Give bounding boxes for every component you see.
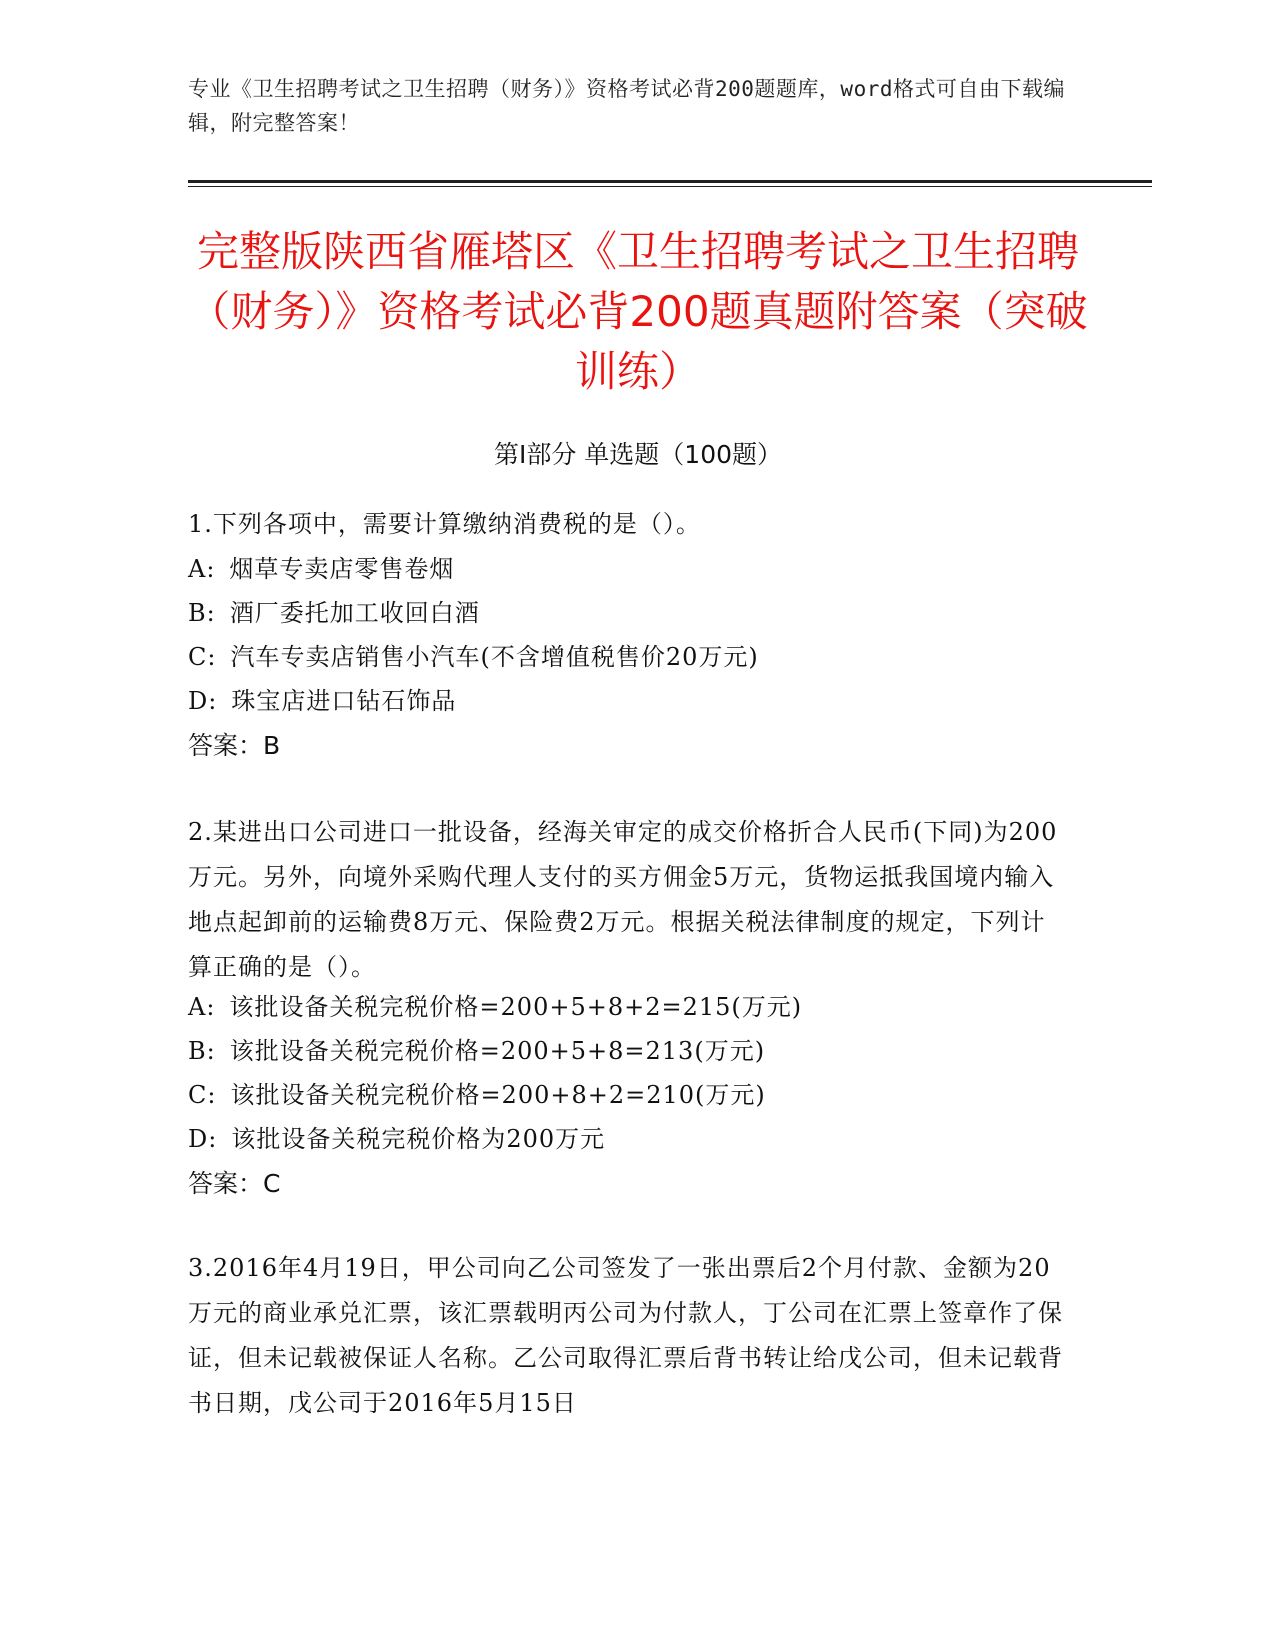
question-2-answer: 答案：C [188, 1169, 281, 1198]
option-letter: B: [188, 1037, 216, 1065]
option-text: 该批设备关税完税价格=200+5+8+2=215(万元) [229, 993, 803, 1021]
question-2-option-a [188, 985, 1068, 1030]
question-1-option-c [188, 635, 1068, 680]
header-note: 专业《卫生招聘考试之卫生招聘（财务）》资格考试必背200题题库，word格式可自由下载编辑，附完整答案！ [188, 77, 1065, 135]
question-1-option-b [188, 591, 1068, 636]
option-text: 酒厂委托加工收回白酒 [229, 599, 480, 627]
option-letter: C: [188, 643, 217, 671]
option-letter: A: [188, 555, 216, 583]
question-1-answer: 答案：B [188, 731, 281, 760]
header-divider [188, 180, 1152, 183]
question-2-option-b [188, 1029, 1068, 1074]
question-2-stem: 2.某进出口公司进口一批设备，经海关审定的成交价格折合人民币(下同)为200万元。另外，向境外采购代理人支付的买方佣金5万元，货物运抵我国境内输入地点起卸前的运输费8万元、保险费2万元。根据关税法律制度的规定，下列计算正确的是（）。 [188, 818, 1058, 981]
option-letter: D: [188, 687, 218, 715]
option-text: 烟草专卖店零售卷烟 [229, 555, 455, 583]
option-text: 该批设备关税完税价格=200+5+8=213(万元) [229, 1037, 766, 1065]
option-text: 该批设备关税完税价格为200万元 [231, 1125, 606, 1153]
section-title: 第Ⅰ部分 单选题（100题） [493, 440, 783, 469]
document-title: 完整版陕西省雁塔区《卫生招聘考试之卫生招聘（财务）》资格考试必背200题真题附答案（突破训练） [188, 227, 1088, 396]
question-1-option-d [188, 679, 1068, 724]
option-text: 珠宝店进口钻石饰品 [231, 687, 457, 715]
option-letter: C: [188, 1081, 217, 1109]
option-text: 该批设备关税完税价格=200+8+2=210(万元) [230, 1081, 766, 1109]
question-1-stem: 1.下列各项中，需要计算缴纳消费税的是（）。 [188, 510, 701, 538]
option-text: 汽车专卖店销售小汽车(不含增值税售价20万元) [230, 643, 759, 671]
question-1-option-a [188, 547, 1068, 592]
header-divider-thin [188, 186, 1152, 187]
option-letter: A: [188, 993, 216, 1021]
question-2-option-d [188, 1117, 1068, 1162]
question-3-stem: 3.2016年4月19日，甲公司向乙公司签发了一张出票后2个月付款、金额为20万元的商业承兑汇票，该汇票载明丙公司为付款人，丁公司在汇票上签章作了保证，但未记载被保证人名称。乙公司取得汇票后背书转让给戊公司，但未记载背书日期，戊公司于2016年5月15日 [188, 1254, 1063, 1417]
option-letter: B: [188, 599, 216, 627]
option-letter: D: [188, 1125, 218, 1153]
question-2-option-c [188, 1073, 1068, 1118]
